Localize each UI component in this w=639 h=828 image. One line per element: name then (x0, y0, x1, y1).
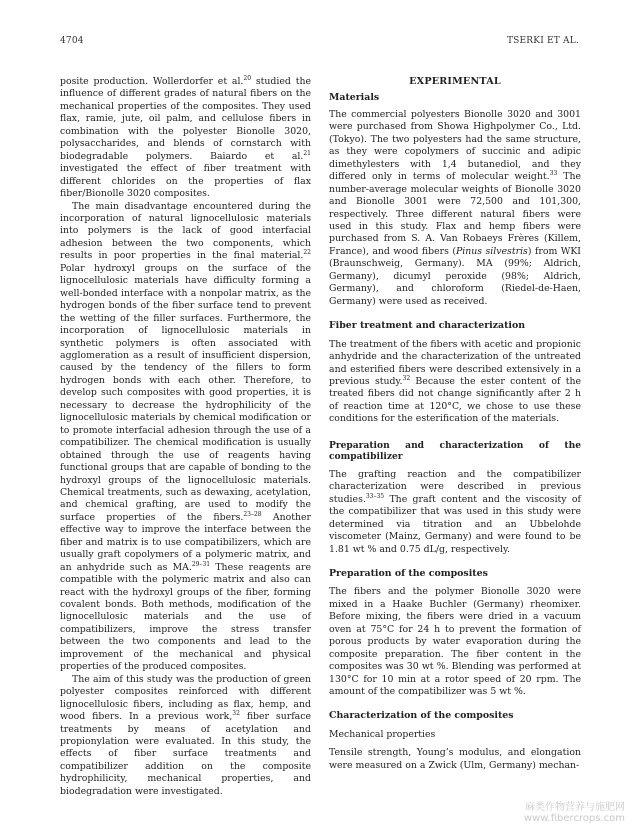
mechanical-properties-heading: Mechanical properties (329, 728, 436, 740)
experimental-heading: EXPERIMENTAL (409, 76, 501, 87)
fiber-treatment-paragraph: The treatment of the fibers with acetic and propionic anhydride and the characterization of the untreated and esterified fibers were described extensively in a previous study.$^{32}$ Because the ester content of the treated fibers did not change significantly after 2 h of reaction time at 120°C, we chose to use these conditions for the esterification of the materials. (329, 338, 581, 425)
materials-heading: Materials (329, 92, 380, 104)
composites-preparation-paragraph: The fibers and the polymer Bionolle 3020 were mixed in a Haake Buchler (Germany) rheomixer. Before mixing, the fibers were dried in a vacuum oven at 75°C for 24 h to prevent the formation of porous products by water evaporation during the composite preparation. The fiber content in the composites was 30 wt %. Blending was performed at 130°C for 10 min at a rotor speed of 20 rpm. The amount of the compatibilizer was 5 wt %. (329, 586, 581, 698)
intro-paragraph-2: The main disadvantage encountered during the incorporation of natural lignocellulosic materials into polymers is the lack of good interfacial adhesion between the two components, which results in poor properties in the final material.$^{22}$ Polar hydroxyl groups on the surface of the lignocellulosic materials have difficulty forming a well-bonded interface with a nonpolar matrix, as the hydrogen bonds of the fiber surface tend to prevent the wetting of the filler surfaces. Furthermore, the incorporation of lignocellulosic materials in synthetic polymers is often associated with agglomeration as a result of insufficient dispersion, caused by the tendency of the fillers to form hydrogen bonds with each other. Therefore, to develop such composites with good properties, it is necessary to decrease the hydrophilicity of the lignocellulosic materials by chemical modification or to promote interfacial adhesion through the use of a compatibilizer. The chemical modification is usually obtained through the use of reagents having functional groups that are capable of bonding to the hydroxyl groups of the lignocellulosic materials. Chemical treatments, such as dewaxing, acetylation, and chemical grafting, are used to modify the surface properties of the fibers.$^{23-28}$ Another effective way to improve the interface between the fiber and matrix is to use compatibilizers, which are usually graft copolymers of a polymeric matrix, and an anhydride such as MA.$^{29-31}$ These reagents are compatible with the polymeric matrix and also can react with the hydroxyl groups of the fiber, forming covalent bonds. Both methods, modification of the lignocellulosic materials and the use of compatibilizers, improve the stress transfer between the two components and lead to the improvement of the mechanical and physical properties of the produced composites. (60, 200, 311, 673)
composites-characterization-heading: Characterization of the composites (329, 710, 514, 722)
left-column (60, 76, 311, 798)
fiber-treatment-heading: Fiber treatment and characterization (329, 320, 526, 332)
mechanical-properties-paragraph: Tensile strength, Young’s modulus, and elongation were measured on a Zwick (Ulm, Germany) mechan- (329, 747, 581, 771)
materials-paragraph: The commercial polyesters Bionolle 3020 and 3001 were purchased from Showa Highpolymer Co., Ltd. (Tokyo). The two polyesters had the same structure, as they were copolymers of succinic and adipic dimethylesters with 1,4 butanediol, and they differed only in terms of molecular weight.$^{33}$ The number-average molecular weights of Bionolle 3020 and Bionolle 3001 were 72,500 and 101,300, respectively. Three different natural fibers were used in this study. Flax and hemp fibers were purchased from S. A. Van Robaeys Frères (Killem, France), and wood fibers (Pinus silvestris) from WKI (Braunschweig, Germany). MA (99%; Aldrich, Germany), dicumyl peroxide (98%; Aldrich, Germany), and chloroform (Riedel-de-Haen, Germany) were used as received. (329, 108, 581, 307)
intro-paragraph-1: posite production. Wollerdorfer et al.$^{20}$ studied the influence of different grades of natural fibers on the mechanical properties of the composites. They used flax, ramie, jute, oil palm, and cellulose fibers in combination with the polyester Bionolle 3020, polysaccharides, and blends of cornstarch with biodegradable polymers. Baiardo et al.$^{21}$ investigated the effect of fiber treatment with different chlorides on the properties of flax fiber/Bionolle 3020 composites. (60, 75, 311, 200)
compatibilizer-heading: Preparation and characterization of the compatibilizer (329, 439, 581, 463)
site-watermark: 麻类作物营养与施肥网 www.fibercrops.com (523, 802, 625, 824)
compatibilizer-paragraph: The grafting reaction and the compatibilizer characterization were described in previous studies.$^{33-35}$ The graft content and the viscosity of the compatibilizer that was used in this study were determined via titration and an Ubbelohde viscometer (Mainz, Germany) and were found to be 1.81 wt % and 0.75 dL/g, respectively. (329, 468, 581, 555)
intro-paragraph-3: The aim of this study was the production of green polyester composites reinforced with different lignocellulosic fibers, including as flax, hemp, and wood fibers. In a previous work,$^{32}$ fiber surface treatments by means of acetylation and propionylation were evaluated. In this study, the effects of fiber surface treatments and compatibilizer addition on the composite hydrophilicity, mechanical properties, and biodegradation were investigated. (60, 673, 311, 797)
page-number: 4704 (60, 36, 84, 46)
right-column (329, 76, 581, 772)
composites-preparation-heading: Preparation of the composites (329, 567, 488, 579)
running-head-authors: TSERKI ET AL. (506, 36, 579, 46)
